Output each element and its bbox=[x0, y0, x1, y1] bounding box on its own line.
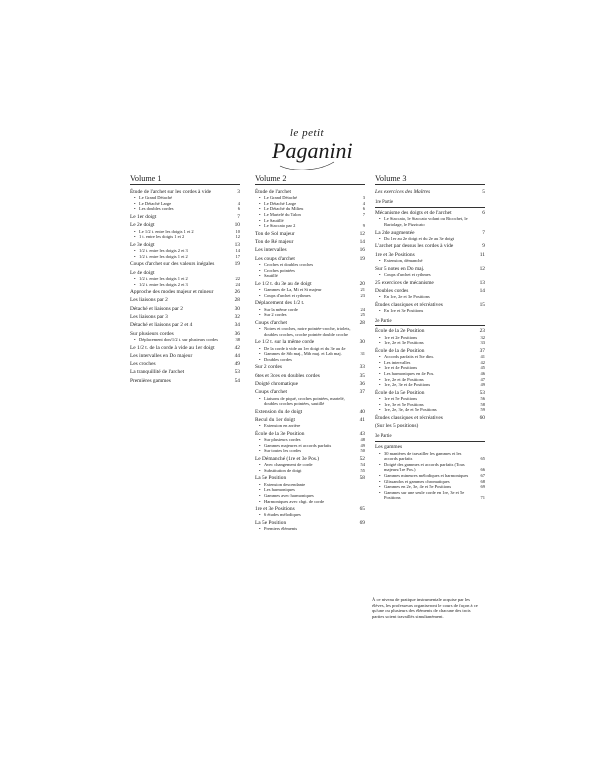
entry-title: • Gammes mineures mélodiques et harmoniques bbox=[375, 473, 485, 479]
entry-title: • En 1re et 3e Positions bbox=[375, 308, 485, 314]
logo bbox=[272, 127, 353, 178]
entry-page: 28 bbox=[359, 319, 365, 326]
toc-entry bbox=[130, 369, 240, 375]
entry-title: Étude de l'archet bbox=[255, 189, 291, 195]
toc-entry bbox=[255, 409, 365, 415]
entry-title: • Gammes avec harmoniques bbox=[255, 493, 365, 499]
entry-page: 21 bbox=[360, 287, 365, 293]
entry-title: Les coups d'archet bbox=[255, 255, 295, 262]
entry-title: • 1/2 t. entre les doigts 1 et 2 bbox=[130, 276, 240, 282]
entry-title: • Croches pointées bbox=[255, 268, 365, 274]
entry-page: 65 bbox=[480, 456, 485, 462]
entry-page: 32 bbox=[234, 314, 240, 321]
entry-title: • De la corde à vide au 1er doigt et du 3e au 4e bbox=[255, 346, 365, 352]
entry-title: • Accords parfaits et 5te dim. bbox=[375, 354, 485, 360]
toc-subentry bbox=[130, 282, 240, 288]
entry-title: • 1re et 5e Positions bbox=[375, 396, 485, 402]
toc-entry bbox=[375, 280, 485, 286]
entry-title: • Glissandos et gammes chromatiques bbox=[375, 479, 485, 485]
entry-page: 6 bbox=[482, 210, 485, 217]
footnote: À ce niveau de pratique instrumentale acquise par les élèves, les professeurs organiseront le cours de façon à ce qu'une ou plusieurs des éléments de chacune des trois parties soient travaillés simultanément. bbox=[372, 597, 478, 619]
entry-page: 9 bbox=[362, 223, 365, 229]
entry-page: 66 bbox=[480, 467, 485, 473]
toc-subentry bbox=[255, 512, 365, 518]
entry-page: 10 bbox=[235, 228, 240, 234]
entry-title: Coups d'archet sur des valeurs inégales bbox=[130, 261, 215, 268]
toc-subentry bbox=[375, 451, 485, 462]
entry-page: 28 bbox=[234, 297, 240, 304]
column-volume-2 bbox=[255, 174, 365, 532]
toc-subentry bbox=[375, 236, 485, 242]
entry-page: 9 bbox=[482, 243, 485, 250]
entry-title: Extension du 4e doigt bbox=[255, 408, 303, 415]
entry-page: 12 bbox=[235, 234, 240, 240]
entry-page: 48 bbox=[360, 437, 365, 443]
entry-title: Les liaisons par 2 bbox=[130, 297, 168, 304]
toc-entry bbox=[130, 214, 240, 220]
entry-title: • Premiers éléments bbox=[255, 526, 365, 532]
entry-page: 10 bbox=[234, 222, 240, 229]
toc-entry bbox=[255, 364, 365, 370]
logo-line-1: le petit bbox=[289, 127, 325, 139]
entry-title: • Le Détaché du Milieu bbox=[255, 206, 365, 212]
toc-subentry bbox=[375, 272, 485, 278]
toc-subentry bbox=[375, 490, 485, 501]
entry-title: • Sautillé bbox=[255, 273, 365, 279]
entry-title: La 2de augmentée bbox=[375, 229, 415, 236]
toc-entry bbox=[255, 239, 365, 245]
toc-subentry bbox=[130, 234, 240, 240]
toc-subentry bbox=[130, 254, 240, 260]
entry-title: Sur 5 notes en Do maj. bbox=[375, 265, 425, 272]
entry-page: 50 bbox=[360, 448, 365, 454]
entry-page: 44 bbox=[234, 352, 240, 359]
entry-page: 49 bbox=[360, 442, 365, 448]
entry-title: • Coups d'archet et rythmes bbox=[375, 272, 485, 278]
entry-title: • 1re, 2e et 3e Positions bbox=[375, 340, 485, 346]
toc-entry bbox=[375, 243, 485, 249]
entry-page: 14 bbox=[479, 287, 485, 294]
entry-page: 69 bbox=[359, 520, 365, 527]
entry-page: 25 bbox=[360, 312, 365, 318]
entry-page: 20 bbox=[359, 280, 365, 287]
toc-entry bbox=[375, 423, 485, 429]
entry-page: 30 bbox=[234, 305, 240, 312]
entry-title: Ton de Ré majeur bbox=[255, 239, 294, 246]
entry-page: 42 bbox=[234, 344, 240, 351]
entry-page: 13 bbox=[234, 241, 240, 248]
entry-title: Les liaisons par 3 bbox=[130, 314, 168, 321]
entry-page: 4 bbox=[237, 200, 240, 206]
entry-title: • Déplacement don/1/2 t. sur plusieurs cordes bbox=[130, 337, 240, 343]
toc-entry bbox=[375, 415, 485, 421]
entry-title: • Gammes en 2e, 3e, 4e et 5e Positions bbox=[375, 484, 485, 490]
entry-title: Études classiques et récréatives bbox=[375, 301, 443, 308]
toc-subentry bbox=[375, 258, 485, 264]
entry-page: 59 bbox=[480, 407, 485, 413]
toc-subentry bbox=[255, 273, 365, 279]
entry-page: 23 bbox=[479, 328, 485, 335]
entry-title: Premières gammes bbox=[130, 377, 171, 384]
toc-subentry bbox=[375, 308, 485, 314]
toc-subentry bbox=[255, 396, 365, 407]
entry-page: 26 bbox=[234, 289, 240, 296]
entry-page: 15 bbox=[479, 301, 485, 308]
entry-title: École de la 5e Position bbox=[375, 389, 425, 396]
entry-title: 6tes et 3ces en doubles cordes bbox=[255, 372, 320, 379]
entry-title: 1re Partie bbox=[375, 200, 485, 208]
toc-subentry bbox=[255, 326, 365, 337]
entry-title: • Le Sautillé bbox=[255, 218, 365, 224]
entry-page: 17 bbox=[235, 253, 240, 259]
entry-title: Détaché et liaisons par 2 et 4 bbox=[130, 322, 193, 329]
entry-title: Doigté chromatique bbox=[255, 380, 298, 387]
entry-title: • Sur plusieurs cordes bbox=[255, 437, 365, 443]
entry-page: 54 bbox=[360, 462, 365, 468]
entry-page: 13 bbox=[479, 279, 485, 286]
entry-title: • Gammes majeures et accords parfaits bbox=[255, 443, 365, 449]
entry-title: Ton de Sol majeur bbox=[255, 230, 295, 237]
entry-title: Approche des modes majeur et mineur bbox=[130, 289, 214, 296]
toc-entry bbox=[255, 247, 365, 253]
entry-page: 19 bbox=[234, 261, 240, 268]
toc-section bbox=[375, 200, 485, 208]
entry-page: 43 bbox=[359, 430, 365, 437]
entry-title: Recul du 1er doigt bbox=[255, 417, 295, 424]
entry-title: • Le Grand Détaché bbox=[130, 195, 240, 201]
toc-entry bbox=[130, 345, 240, 351]
entry-page: 11 bbox=[479, 251, 485, 258]
entry-page: 6 bbox=[237, 206, 240, 212]
entry-title: • Harmoniques avec chgt. de corde bbox=[255, 499, 365, 505]
entry-title: • Avec changement de corde bbox=[255, 462, 365, 468]
toc-subentry bbox=[375, 216, 485, 227]
entry-title: Doubles cordes bbox=[375, 287, 409, 294]
entry-title: Coups d'archet bbox=[255, 389, 287, 396]
volume-title: Volume 2 bbox=[255, 174, 365, 185]
entry-page: 7 bbox=[362, 212, 365, 218]
entry-title: 25 exercices de mécanisme bbox=[375, 279, 434, 286]
entry-title: • Gammes de Sib maj., Mib maj. et Lab maj. bbox=[255, 351, 365, 357]
entry-title: Détaché et liaisons par 2 bbox=[130, 305, 183, 312]
entry-title: • 1/2 t. entre les doigts 1 et 2 bbox=[130, 254, 240, 260]
entry-title: • 1/2 t. entre les doigts 2 et 3 bbox=[130, 248, 240, 254]
toc-entry bbox=[130, 306, 240, 312]
entry-page: 69 bbox=[480, 484, 485, 490]
entry-title: • 1re, 2e, 3e et 4e Positions bbox=[375, 382, 485, 388]
entry-title: 1re et 3e Positions bbox=[375, 251, 415, 258]
entry-page: 24 bbox=[360, 306, 365, 312]
toc-section bbox=[375, 434, 485, 442]
toc-entry bbox=[130, 361, 240, 367]
entry-title: • Le 1/2 t. entre les doigts 1 et 2 bbox=[130, 229, 240, 235]
entry-title: • Le Martelé du Talon bbox=[255, 212, 365, 218]
entry-title: • 1 t. entre les doigts 1 et 2 bbox=[130, 234, 240, 240]
toc-subentry bbox=[255, 526, 365, 532]
entry-title: 2e Partie bbox=[375, 319, 485, 327]
entry-title: Études classiques et récréatives bbox=[375, 414, 443, 421]
entry-page: 14 bbox=[235, 248, 240, 254]
entry-title: Les croches bbox=[130, 361, 156, 368]
entry-page: 36 bbox=[359, 380, 365, 387]
entry-page: 54 bbox=[234, 377, 240, 384]
entry-title: • Les intervalles bbox=[375, 360, 485, 366]
volume-title: Volume 3 bbox=[375, 174, 485, 185]
entry-page: 14 bbox=[359, 239, 365, 246]
entry-page: 49 bbox=[234, 361, 240, 368]
entry-title: Sur plusieurs cordes bbox=[130, 330, 174, 337]
entry-title: (Sur les 5 positions) bbox=[375, 423, 419, 430]
entry-title: École de la 3e Position bbox=[255, 430, 305, 437]
entry-title: • Extension descendante bbox=[255, 482, 365, 488]
entry-page: 47 bbox=[480, 376, 485, 382]
entry-title: • 1re, 2e, 3e, 4e et 5e Positions bbox=[375, 407, 485, 413]
toc-entry bbox=[255, 373, 365, 379]
entry-title: • Gammes de La, Mi et Si majeur bbox=[255, 287, 365, 293]
entry-title: • Le Grand Détaché bbox=[255, 195, 365, 201]
entry-page: 19 bbox=[359, 255, 365, 262]
entry-title: • Du 1er au 2e doigt et du 2e au 3e doigt bbox=[375, 236, 485, 242]
toc-subentry bbox=[255, 468, 365, 474]
entry-title: Déplacement des 1/2 t. bbox=[255, 300, 305, 307]
entry-title: • Les harmoniques bbox=[255, 487, 365, 493]
entry-title: • Noires et croches, noire pointée-croche, triolets, doubles croches, croche pointée double croche bbox=[255, 326, 365, 337]
entry-title: • Le Détaché Large bbox=[255, 201, 365, 207]
entry-title: 1re et 3e Positions bbox=[255, 506, 295, 513]
entry-page: 7 bbox=[237, 214, 240, 221]
entry-page: 7 bbox=[482, 229, 485, 236]
toc-entry bbox=[130, 353, 240, 359]
entry-title: Sur 2 cordes bbox=[255, 364, 282, 371]
entry-page: 49 bbox=[480, 382, 485, 388]
toc-subentry bbox=[375, 462, 485, 473]
toc-subentry bbox=[375, 407, 485, 413]
entry-page: 6 bbox=[362, 206, 365, 212]
entry-page: 4 bbox=[362, 200, 365, 206]
entry-title: • 1re, 2e et 4e Positions bbox=[375, 377, 485, 383]
entry-title: • 1/2 t. entre les doigts 2 et 3 bbox=[130, 282, 240, 288]
entry-title: La 5e Position bbox=[255, 520, 287, 527]
entry-page: 30 bbox=[359, 339, 365, 346]
entry-page: 52 bbox=[359, 456, 365, 462]
entry-page: 55 bbox=[360, 467, 365, 473]
toc-entry bbox=[130, 261, 240, 267]
entry-title: • Sur 2 cordes bbox=[255, 312, 365, 318]
entry-page: 33 bbox=[359, 364, 365, 371]
entry-page: 58 bbox=[359, 475, 365, 482]
column-volume-1 bbox=[130, 174, 240, 384]
entry-title: Le 4e doigt bbox=[130, 269, 155, 276]
entry-title: • Le Staccato, le Staccato volant ou Ricochet, le Bariolage, le Pizzicato bbox=[375, 216, 485, 227]
toc-subentry bbox=[255, 293, 365, 299]
entry-page: 38 bbox=[235, 336, 240, 342]
entry-title: Le 2e doigt bbox=[130, 222, 155, 229]
entry-title: • Croches et doubles croches bbox=[255, 262, 365, 268]
entry-page: 23 bbox=[360, 292, 365, 298]
entry-page: 53 bbox=[234, 369, 240, 376]
entry-title: • Extension, démanché bbox=[375, 258, 485, 264]
entry-title: L'archet par dessus les cordes à vide bbox=[375, 243, 454, 250]
entry-page: 24 bbox=[235, 281, 240, 287]
entry-title: Mécanisme des doigts et de l'archet bbox=[375, 210, 452, 217]
entry-page: 68 bbox=[480, 478, 485, 484]
toc-entry bbox=[255, 381, 365, 387]
entry-title: • Extension en arrière bbox=[255, 423, 365, 429]
entry-title: • Le Staccato par 2 bbox=[255, 223, 365, 229]
entry-page: 40 bbox=[359, 408, 365, 415]
entry-page: 35 bbox=[359, 372, 365, 379]
entry-page: 37 bbox=[359, 389, 365, 396]
entry-page: 22 bbox=[235, 275, 240, 281]
toc-subentry bbox=[255, 423, 365, 429]
toc-subentry bbox=[130, 337, 240, 343]
volume-title: Volume 1 bbox=[130, 174, 240, 185]
toc-entry bbox=[375, 189, 485, 195]
entry-title: • 6 études mélodiques bbox=[255, 512, 365, 518]
entry-title: • Sur la même corde bbox=[255, 307, 365, 313]
entry-title: Le 1/2 t. du 3e au 4e doigt bbox=[255, 280, 312, 287]
toc-subentry bbox=[375, 294, 485, 300]
toc-subentry bbox=[255, 499, 365, 505]
entry-page: 42 bbox=[480, 359, 485, 365]
entry-title: Le 1/2 t. de la corde à vide au 1er doigt bbox=[130, 344, 215, 351]
toc-subentry bbox=[255, 223, 365, 229]
entry-title: Le 1/2 t. sur la même corde bbox=[255, 339, 315, 346]
entry-title: • 30 manières de travailler les gammes et les accords parfaits bbox=[375, 451, 485, 462]
entry-page: 41 bbox=[480, 354, 485, 360]
entry-page: 71 bbox=[480, 495, 485, 501]
entry-page: 37 bbox=[479, 347, 485, 354]
entry-page: 45 bbox=[480, 365, 485, 371]
toc-entry bbox=[130, 297, 240, 303]
entry-title: • 1re et 2e Positions bbox=[375, 335, 485, 341]
toc-subentry bbox=[255, 312, 365, 318]
toc-entry bbox=[255, 231, 365, 237]
entry-title: École de la 2e Position bbox=[375, 328, 425, 335]
entry-page: 53 bbox=[479, 389, 485, 396]
entry-page: 5 bbox=[482, 189, 485, 195]
entry-title: Les intervalles bbox=[255, 247, 287, 254]
toc-section bbox=[375, 319, 485, 327]
entry-page: 46 bbox=[480, 370, 485, 376]
logo-swash bbox=[278, 146, 336, 170]
entry-title: • Doigté des gammes et accords parfaits (Tous majeurs/1re Pos.) bbox=[375, 462, 485, 473]
toc-entry bbox=[130, 322, 240, 328]
entry-page: 34 bbox=[234, 322, 240, 329]
toc-subentry bbox=[130, 206, 240, 212]
entry-title: • Liaisons de piqué, croches pointées, martelé, doubles croches pointées, sautillé bbox=[255, 396, 365, 407]
entry-page: 3 bbox=[237, 189, 240, 195]
entry-title: Le 3e doigt bbox=[130, 241, 155, 248]
entry-page: 32 bbox=[480, 334, 485, 340]
entry-title: • Le Détaché Large bbox=[130, 201, 240, 207]
entry-title: Coups d'archet bbox=[255, 319, 287, 326]
entry-title: • 1re et 4e Positions bbox=[375, 365, 485, 371]
entry-title: • 1re, 3e et 5e Positions bbox=[375, 402, 485, 408]
entry-title: La 5e Position bbox=[255, 475, 287, 482]
toc-subentry bbox=[375, 382, 485, 388]
entry-page: 12 bbox=[479, 265, 485, 272]
entry-page: 67 bbox=[480, 472, 485, 478]
toc-subentry bbox=[255, 357, 365, 363]
entry-title: École de la 4e Position bbox=[375, 347, 425, 354]
toc-subentry bbox=[375, 340, 485, 346]
entry-page: 3 bbox=[362, 195, 365, 201]
toc-entry bbox=[130, 314, 240, 320]
entry-page: 33 bbox=[480, 340, 485, 346]
toc-subentry bbox=[255, 448, 365, 454]
entry-title: Les exercices des Maîtres bbox=[375, 189, 431, 195]
entry-page: 12 bbox=[359, 230, 365, 237]
entry-page: 31 bbox=[360, 351, 365, 357]
entry-page: 41 bbox=[359, 417, 365, 424]
entry-title: Les intervalles en Do majeur bbox=[130, 352, 193, 359]
entry-title: • Doubles cordes bbox=[255, 357, 365, 363]
entry-title: Les gammes bbox=[375, 444, 403, 451]
entry-page: 36 bbox=[234, 330, 240, 337]
entry-title: Étude de l'archet sur les cordes à vide bbox=[130, 189, 212, 195]
column-volume-3 bbox=[375, 174, 485, 501]
entry-page: 56 bbox=[480, 396, 485, 402]
toc-entry bbox=[130, 289, 240, 295]
entry-page: 58 bbox=[480, 401, 485, 407]
logo-line-2: Paganini bbox=[272, 138, 353, 163]
entry-title: Le Démanché (1re et 3e Pos.) bbox=[255, 456, 320, 462]
entry-title: • Gammes sur une seule corde en 1re, 3e et 5e Positions bbox=[375, 490, 485, 501]
entry-title: • En 1re, 2e et 3e Positions bbox=[375, 294, 485, 300]
entry-title: • Les harmoniques en 4e Pos. bbox=[375, 371, 485, 377]
entry-page: 60 bbox=[479, 414, 485, 421]
entry-title: • Les doubles cordes bbox=[130, 206, 240, 212]
entry-page: 16 bbox=[359, 247, 365, 254]
toc-entry bbox=[130, 378, 240, 384]
entry-title: • Sur toutes les cordes bbox=[255, 448, 365, 454]
entry-title: • Substitution de doigt bbox=[255, 468, 365, 474]
entry-page: 65 bbox=[359, 506, 365, 513]
entry-title: • Coups d'archet et rythmes bbox=[255, 293, 365, 299]
entry-title: La tranquillité de l'archet bbox=[130, 369, 185, 376]
entry-title: Le 1er doigt bbox=[130, 214, 157, 221]
entry-title: 3e Partie bbox=[375, 434, 485, 442]
